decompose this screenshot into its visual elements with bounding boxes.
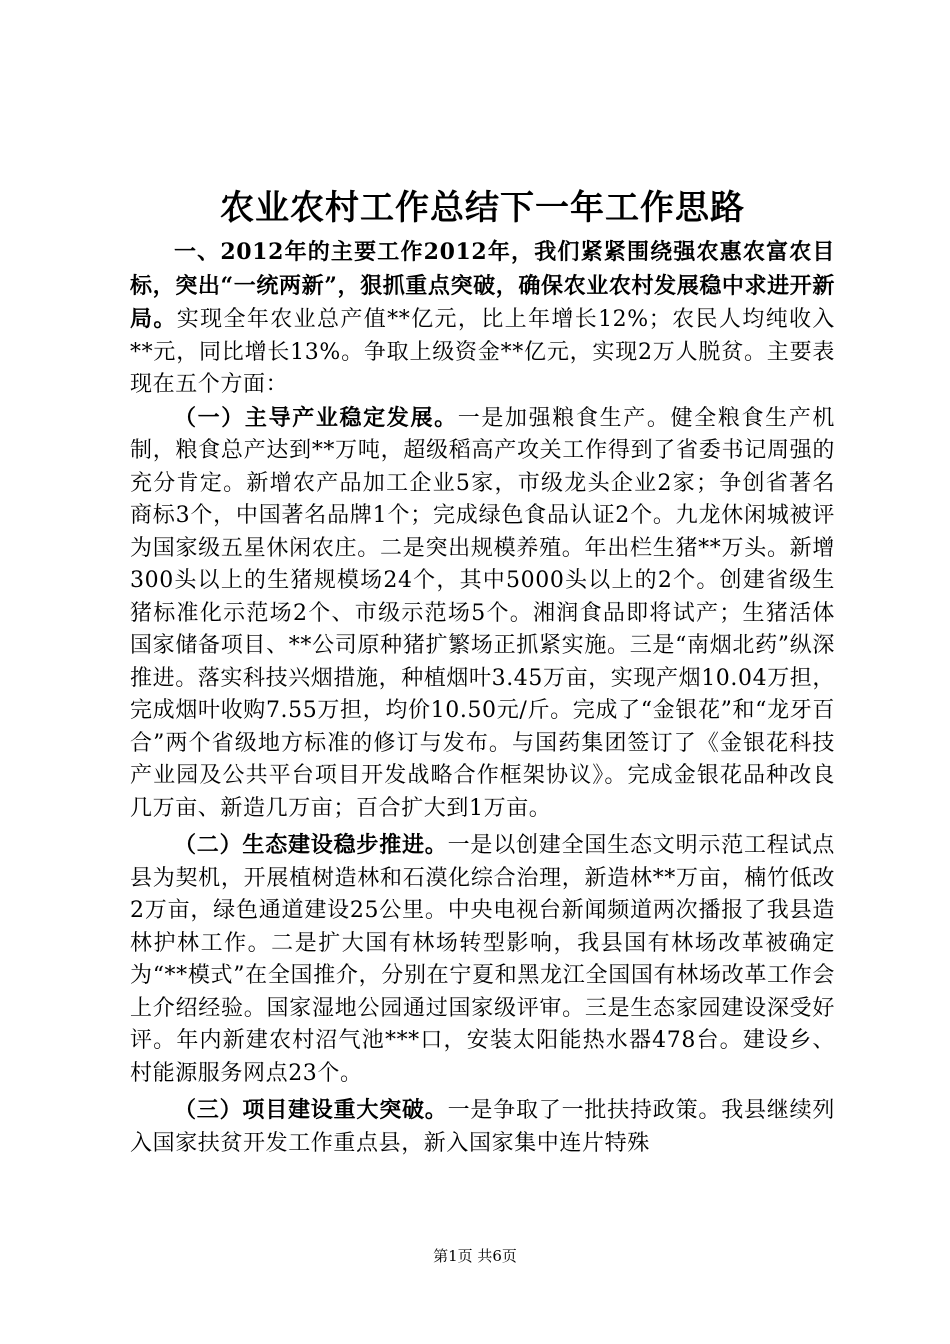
document-page (130, 182, 835, 1160)
paragraph-body: 实现全年农业总产值**亿元，比上年增长12%；农民人均纯收入**元，同比增长13%。争取上级资金**亿元，实现2万人脱贫。主要表现在五个方面： (130, 307, 835, 397)
paragraph-heading: （一）主导产业稳定发展。 (174, 404, 458, 431)
paragraph-body: 一是加强粮食生产。健全粮食生产机制，粮食总产达到**万吨，超级稻高产攻关工作得到了省委书记周强的充分肯定。新增农产品加工企业5家，市级龙头企业2家；争创省著名商标3个，中国著名品牌1个；完成绿色食品认证2个。九龙休闲城被评为国家级五星休闲农庄。二是突出规模养殖。年出栏生猪**万头。新增300头以上的生猪规模场24个，其中5000头以上的2个。创建省级生猪标准化示范场2个、市级示范场5个。湘润食品即将试产；生猪活体国家储备项目、**公司原种猪扩繁场正抓紧实施。三是“南烟北药”纵深推进。落实科技兴烟措施，种植烟叶3.45万亩，实现产烟10.04万担，完成烟叶收购7.55万担，均价10.50元/斤。完成了“金银花”和“龙牙百合”两个省级地方标准的修订与发布。与国药集团签订了《金银花科技产业园及公共平台项目开发战略合作框架协议》。完成金银花品种改良几万亩、新造几万亩；百合扩大到1万亩。 (130, 405, 835, 821)
paragraph-heading: 一、2012年的主要工作2012年，我们紧紧围绕强农惠农富农目标，突出“一统两新”，狠抓重点突破，确保农业农村发展稳中求进开新局。 (130, 239, 835, 332)
paragraph-main-work (130, 236, 835, 402)
paragraph-heading: （三）项目建设重大突破。 (174, 1097, 448, 1123)
paragraph-heading: （二）生态建设稳步推进。 (174, 832, 448, 858)
page-footer: 第1页 共6页 (433, 1247, 517, 1265)
paragraph-ecology (130, 829, 835, 1090)
paragraph-projects (130, 1094, 835, 1160)
document-title: 农业农村工作总结下一年工作思路 (220, 188, 745, 228)
paragraph-industry (130, 402, 835, 826)
paragraph-body: 一是以创建全国生态文明示范工程试点县为契机，开展植树造林和石漠化综合治理，新造林**万亩，楠竹低改2万亩，绿色通道建设25公里。中央电视台新闻频道两次播报了我县造林护林工作。二是扩大国有林场转型影响，我县国有林场改革被确定为“**模式”在全国推介，分别在宁夏和黑龙江全国国有林场改革工作会上介绍经验。国家湿地公园通过国家级评审。三是生态家园建设深受好评。年内新建农村沼气池***口，安装太阳能热水器478台。建设乡、村能源服务网点23个。 (130, 833, 836, 1086)
paragraph-body: 一是争取了一批扶持政策。我县继续列入国家扶贫开发工作重点县，新入国家集中连片特殊 (130, 1098, 836, 1156)
